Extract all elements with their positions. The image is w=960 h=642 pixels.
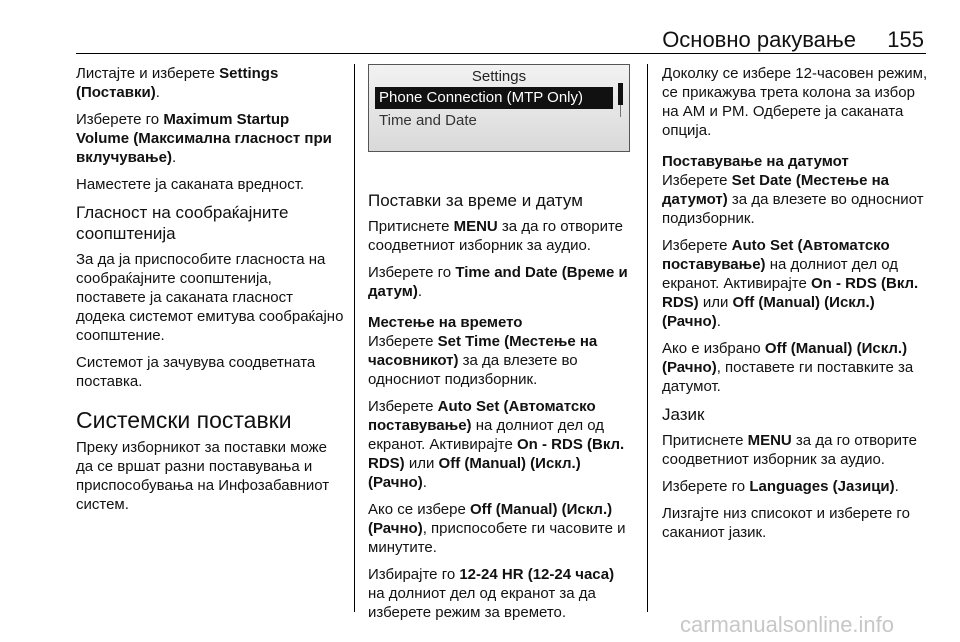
- paragraph: Доколку се избере 12-часовен режим, се прикажува трета колона за избор на AM и PM. Одберете ја саканата опција.: [662, 65, 928, 139]
- paragraph: Системот ја зачувува соодветната поставка.: [76, 354, 316, 390]
- column-divider-1: [354, 64, 355, 612]
- page-header: [0, 0, 960, 52]
- screen-scroll-track: [620, 105, 621, 117]
- page-number: 155: [887, 27, 924, 52]
- heading-language: Јазик: [662, 405, 705, 424]
- column-2: [368, 64, 632, 630]
- paragraph: Наместете ја саканата вредност.: [76, 176, 305, 193]
- column-1: [76, 64, 344, 522]
- screen-scrollbar: [618, 83, 623, 105]
- paragraph: Изберете го Maximum Startup Volume (Максимална гласност при вклучување).: [76, 111, 332, 166]
- heading-time-date: Поставки за време и датум: [368, 191, 583, 210]
- paragraph: Изберете Auto Set (Автоматско поставување) на долниот дел од екранот. Активирајте On - RDS (Вкл. RDS) или Off (Manual) (Искл.) (Рачно).: [368, 398, 625, 491]
- column-divider-2: [647, 64, 648, 612]
- paragraph: Притиснете MENU за да го отворите соодветниот изборник за аудио.: [662, 432, 918, 468]
- screen-menu-item: Time and Date: [379, 112, 477, 129]
- heading-system-settings: Системски поставки: [76, 407, 292, 433]
- paragraph: Ако се избере Off (Manual) (Искл.) (Рачно), приспособете ги часовите и минутите.: [368, 501, 626, 556]
- heading-set-time: Местење на времето: [368, 314, 523, 331]
- paragraph: Изберете го Languages (Јазици).: [662, 478, 899, 495]
- watermark: carmanualsonline.info: [680, 612, 895, 637]
- paragraph: За да ја приспособите гласноста на сообраќајните соопштенија, поставете ја саканата гласност додека системот емитува сообраќајно соопштение.: [76, 251, 344, 344]
- paragraph: Изберете Auto Set (Автоматско поставување) на долниот дел од екранот. Активирајте On - RDS (Вкл. RDS) или Off (Manual) (Искл.) (Рачно).: [662, 237, 919, 330]
- screen-selected-item: Phone Connection (MTP Only): [375, 87, 613, 109]
- paragraph: Изберете Set Time (Местење на часовникот) за да влезете во односниот подизборник.: [368, 333, 598, 388]
- heading-traffic-volume: Гласност на сообраќајните соопштенија: [76, 203, 289, 243]
- paragraph: Изберете Set Date (Местење на датумот) за да влезете во односниот подизборник.: [662, 172, 924, 227]
- paragraph: Ако е избрано Off (Manual) (Искл.) (Рачно), поставете ги поставките за датумот.: [662, 340, 914, 395]
- column-3: [662, 64, 928, 550]
- paragraph: Изберете го Time and Date (Време и датум).: [368, 264, 628, 300]
- paragraph: Притиснете MENU за да го отворите соодветниот изборник за аудио.: [368, 218, 624, 254]
- screen-title: Settings: [471, 68, 527, 85]
- heading-set-date: Поставување на датумот: [662, 153, 849, 170]
- paragraph: Преку изборникот за поставки може да се вршат разни поставувања и приспособувања на Инфозабавниот систем.: [76, 439, 330, 513]
- settings-screen-image: [368, 64, 630, 152]
- paragraph: Лизгајте низ списокот и изберете го саканиот јазик.: [662, 505, 910, 541]
- paragraph: Листајте и изберете Settings (Поставки).: [76, 65, 279, 101]
- section-title: Основно ракување: [662, 27, 856, 52]
- paragraph: Избирајте го 12-24 HR (12-24 часа) на долниот дел од екранот за да изберете режим за времето.: [368, 566, 615, 621]
- header-divider: [76, 53, 926, 54]
